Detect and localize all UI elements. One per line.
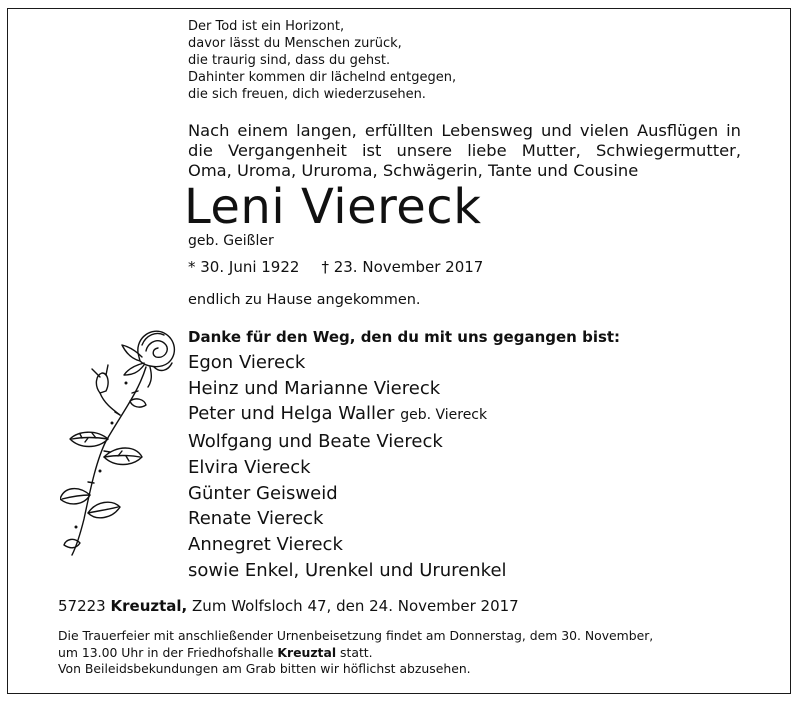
- funeral-text: statt.: [340, 644, 373, 660]
- funeral-line: Die Trauerfeier mit anschließender Urnenbeisetzung findet am Donnerstag, dem 30. November,: [58, 628, 654, 643]
- mourner-name: Peter und Helga Waller: [188, 403, 395, 425]
- life-dates: [188, 257, 483, 277]
- funeral-line: [58, 645, 748, 662]
- deceased-name: Leni Viereck: [184, 179, 482, 235]
- postal-code: 57223: [58, 597, 106, 615]
- funeral-text: um 13.00 Uhr in der Friedhofshalle: [58, 644, 274, 660]
- mourner-item: Renate Viereck: [188, 508, 324, 530]
- mourner-note: geb. Viereck: [400, 407, 488, 424]
- city: Kreuztal,: [110, 597, 188, 615]
- poem-line: Der Tod ist ein Horizont,: [188, 19, 345, 34]
- mourner-item: Elvira Viereck: [188, 456, 311, 478]
- poem-line: Dahinter kommen dir lächelnd entgegen,: [188, 70, 457, 85]
- mourner-item: Günter Geisweid: [188, 482, 338, 504]
- mourner-item: [188, 401, 507, 429]
- place-date: [58, 596, 519, 616]
- intro-line: die Vergangenheit ist unsere liebe Mutter, Schwiegermutter,: [188, 141, 741, 160]
- intro-line: Nach einem langen, erfüllten Lebensweg und vielen Ausflügen in: [188, 121, 741, 140]
- mourner-item: Wolfgang und Beate Viereck: [188, 431, 443, 453]
- poem-line: die traurig sind, dass du gehst.: [188, 53, 391, 68]
- funeral-info: [58, 628, 748, 678]
- funeral-city: Kreuztal: [277, 644, 337, 660]
- poem-line: die sich freuen, dich wiederzusehen.: [188, 87, 426, 102]
- mourner-item: Heinz und Marianne Viereck: [188, 377, 441, 399]
- poem-line: davor lässt du Menschen zurück,: [188, 36, 402, 51]
- thanks-heading: Danke für den Weg, den du mit uns gegangen bist:: [188, 328, 621, 346]
- address-date: Zum Wolfsloch 47, den 24. November 2017: [192, 597, 519, 615]
- maiden-name: geb. Geißler: [188, 233, 274, 249]
- birth-date: * 30. Juni 1922: [188, 258, 300, 276]
- poem: [188, 18, 456, 103]
- rose-icon: [60, 323, 182, 559]
- mourner-list: [188, 350, 507, 583]
- mourner-item: Egon Viereck: [188, 352, 306, 373]
- mourner-item: Annegret Viereck: [188, 533, 343, 555]
- intro-text: [188, 121, 741, 181]
- home-text: endlich zu Hause angekommen.: [188, 292, 421, 308]
- death-date: † 23. November 2017: [321, 258, 484, 276]
- intro-line: Oma, Uroma, Ururoma, Schwägerin, Tante und Cousine: [188, 161, 639, 180]
- funeral-line: Von Beileidsbekundungen am Grab bitten wir höflichst abzusehen.: [58, 661, 471, 676]
- mourner-item: sowie Enkel, Urenkel und Ururenkel: [188, 559, 507, 581]
